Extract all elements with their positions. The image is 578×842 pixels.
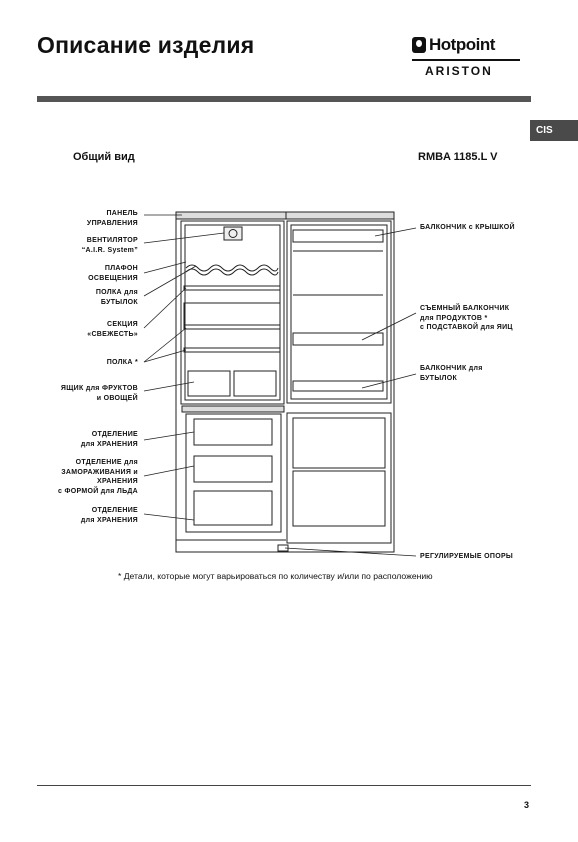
label-fan: ВЕНТИЛЯТОР “A.I.R. System” bbox=[81, 237, 138, 254]
brand-subname: ARISTON bbox=[425, 64, 493, 78]
section-tab: CIS bbox=[530, 120, 578, 141]
label-removable-balcony: СЪЕМНЫЙ БАЛКОНЧИК для ПРОДУКТОВ * с ПОДСТАВКОЙ для ЯИЦ bbox=[420, 305, 513, 331]
page-title: Описание изделия bbox=[37, 32, 255, 58]
label-light: ПЛАФОН ОСВЕЩЕНИЯ bbox=[88, 265, 138, 282]
label-fruit-drawer: ЯЩИК для ФРУКТОВ и ОВОЩЕЙ bbox=[60, 385, 138, 402]
label-shelf: ПОЛКА * bbox=[106, 359, 138, 366]
label-control-panel: ПАНЕЛЬ УПРАВЛЕНИЯ bbox=[86, 210, 138, 227]
footer-rule bbox=[37, 785, 531, 786]
label-freshness-section: СЕКЦИЯ «СВЕЖЕСТЬ» bbox=[87, 321, 138, 338]
model-name: RMBA 1185.L V bbox=[418, 151, 498, 163]
overview-subtitle: Общий вид bbox=[73, 151, 135, 163]
label-storage-2: ОТДЕЛЕНИЕ для ХРАНЕНИЯ bbox=[80, 507, 138, 524]
footnote: * Детали, которые могут варьироваться по количеству и/или по расположению bbox=[118, 571, 433, 581]
label-bottle-shelf: ПОЛКА для БУТЫЛОК bbox=[95, 289, 138, 306]
page-number: 3 bbox=[524, 800, 530, 810]
label-covered-balcony: БАЛКОНЧИК с КРЫШКОЙ bbox=[420, 224, 515, 231]
brand-name: Hotpoint bbox=[429, 35, 495, 54]
label-freezing: ОТДЕЛЕНИЕ для ЗАМОРАЖИВАНИЯ и ХРАНЕНИЯ с ФОРМОЙ для ЛЬДА bbox=[58, 459, 138, 495]
label-storage-1: ОТДЕЛЕНИЕ для ХРАНЕНИЯ bbox=[80, 431, 138, 448]
label-adjustable-feet: РЕГУЛИРУЕМЫЕ ОПОРЫ bbox=[420, 553, 514, 560]
label-bottle-balcony: БАЛКОНЧИК для БУТЫЛОК bbox=[420, 365, 483, 382]
